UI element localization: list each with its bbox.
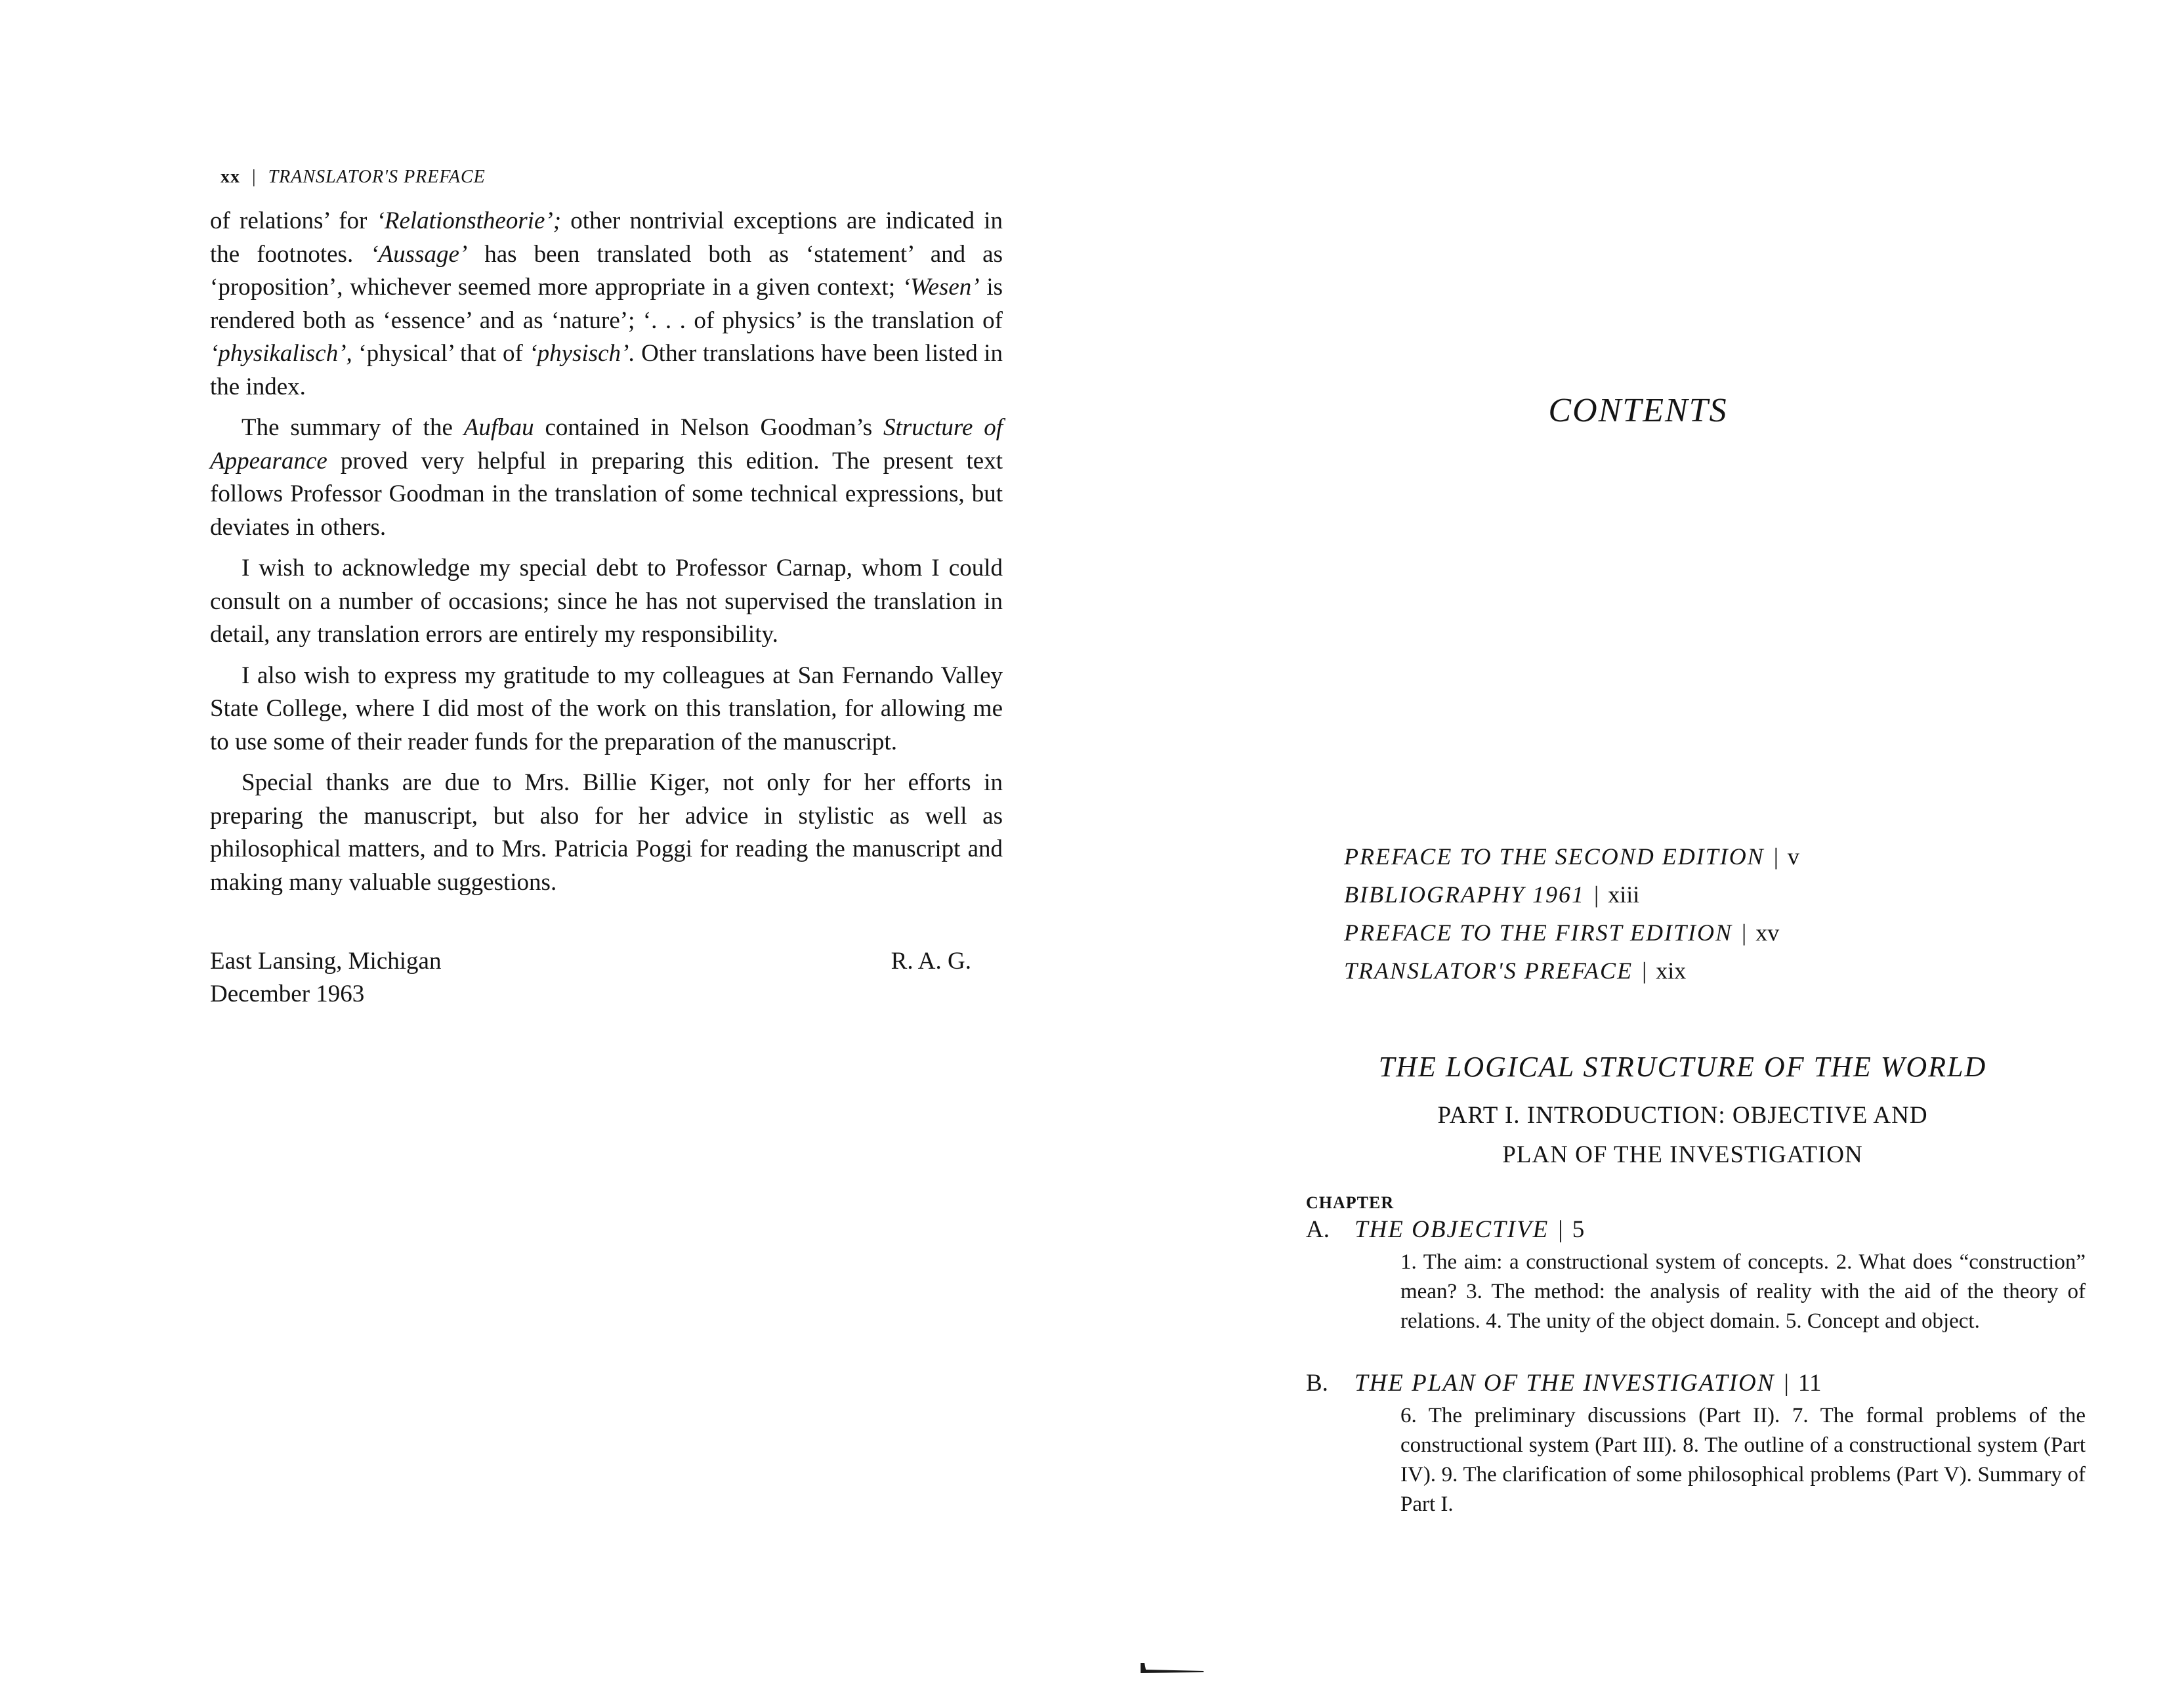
- front-matter-page: xv: [1755, 919, 1780, 946]
- chapter-description: 6. The preliminary discussions (Part II). 7. The formal problems of the constructional system (Part III). 8. The outline of a constructional system (Part IV). 9. The clarification of some philosophical problems (Part V). Summary of Part I.: [1400, 1404, 2086, 1516]
- chapter-letter: A.: [1306, 1216, 1330, 1243]
- gutter-scan-mark: [1139, 1663, 1205, 1674]
- chapter-letter: B.: [1306, 1370, 1328, 1397]
- part-title: [1092, 1096, 2184, 1175]
- front-matter-list: [1344, 837, 1799, 990]
- text-run: other nontrivial exceptions are indicated in the footnotes.: [210, 207, 1003, 268]
- chapter-title: THE OBJECTIVE: [1354, 1216, 1549, 1243]
- text-run: has been translated both as ‘statement’ and as ‘proposition’, whichever seemed more appropriate in a given context;: [210, 240, 1003, 301]
- front-matter-page: xix: [1656, 958, 1687, 984]
- chapter-entry-b: [1306, 1369, 2093, 1519]
- italic-term: ‘Relationstheorie’;: [376, 207, 562, 234]
- front-matter-title: PREFACE TO THE FIRST EDITION: [1344, 919, 1733, 946]
- separator: |: [1784, 1370, 1789, 1397]
- separator: |: [1593, 881, 1599, 908]
- preface-paragraph: [210, 411, 1003, 544]
- separator: |: [1558, 1216, 1563, 1243]
- chapter-entry-a: [1306, 1215, 2093, 1336]
- chapter-heading: [1306, 1369, 2093, 1397]
- italic-term: ‘physisch’.: [529, 340, 635, 367]
- chapter-label: CHAPTER: [1306, 1193, 1395, 1212]
- text-run: is rendered both as ‘essence’ and as ‘nature’; ‘. . . of physics’ is the translation of: [210, 274, 1003, 334]
- preface-paragraph: [210, 205, 1003, 404]
- separator: |: [1642, 958, 1647, 984]
- chapter-description: 1. The aim: a constructional system of concepts. 2. What does “construction” mean? 3. The method: the analysis of reality with the aid of the theory of relations. 4. The unity of the object domain. 5. Concept and object.: [1400, 1250, 2086, 1333]
- italic-term: ‘Aussage’: [370, 240, 468, 268]
- running-head-title: TRANSLATOR'S PREFACE: [268, 167, 486, 187]
- front-matter-title: TRANSLATOR'S PREFACE: [1344, 958, 1633, 984]
- front-matter-item: [1344, 914, 1799, 952]
- front-matter-title: PREFACE TO THE SECOND EDITION: [1344, 843, 1765, 870]
- front-matter-title: BIBLIOGRAPHY 1961: [1344, 881, 1585, 908]
- text-run: proved very helpful in preparing this edition. The present text follows Professor Goodman in the translation of some technical expressions, but deviates in others.: [210, 447, 1003, 541]
- page-number: xx: [220, 167, 240, 187]
- italic-term: ‘physikalisch’,: [210, 340, 352, 367]
- chapter-page: 11: [1797, 1370, 1822, 1397]
- book-title: THE LOGICAL STRUCTURE OF THE WORLD: [1378, 1051, 1987, 1083]
- preface-paragraph: [210, 552, 1003, 652]
- contents-title: CONTENTS: [1548, 392, 1728, 429]
- text-run: ‘physical’ that of: [352, 340, 530, 367]
- text-run: I wish to acknowledge my special debt to Professor Carnap, whom I could consult on a number of occasions; since he has not supervised the translation in detail, any translation errors are entirely my responsibility.: [210, 555, 1003, 648]
- text-run: contained in Nelson Goodman’s: [534, 414, 884, 441]
- italic-term: Aufbau: [463, 414, 534, 441]
- text-run: Other translations have been listed in the index.: [210, 340, 1003, 400]
- right-page: [1092, 0, 2184, 1688]
- separator: |: [1742, 919, 1747, 946]
- chapter-heading: [1306, 1215, 2093, 1244]
- chapter-page: 5: [1572, 1216, 1585, 1243]
- chapter-title: THE PLAN OF THE INVESTIGATION: [1354, 1370, 1775, 1397]
- signoff-date: December 1963: [210, 981, 365, 1007]
- text-run: of relations’ for: [210, 207, 377, 234]
- italic-term: Structure of Appearance: [210, 414, 1003, 475]
- signoff: [210, 945, 971, 1011]
- preface-paragraph: [210, 767, 1003, 899]
- signoff-initials: R. A. G.: [891, 948, 971, 975]
- front-matter-page: xiii: [1608, 881, 1640, 908]
- front-matter-item: [1344, 876, 1799, 914]
- separator: |: [252, 167, 257, 187]
- italic-term: ‘Wesen’: [902, 274, 980, 301]
- text-run: I also wish to express my gratitude to my colleagues at San Fernando Valley State College, where I did most of the work on this translation, for allowing me to use some of their reader funds for the preparation of the manuscript.: [210, 662, 1003, 755]
- preface-paragraph: [210, 660, 1003, 759]
- part-title-line: PART I. INTRODUCTION: OBJECTIVE AND: [1437, 1102, 1928, 1129]
- signoff-place: East Lansing, Michigan: [210, 948, 442, 975]
- part-title-line: PLAN OF THE INVESTIGATION: [1502, 1141, 1863, 1168]
- text-run: The summary of the: [242, 414, 464, 441]
- preface-body-text: [210, 205, 1003, 907]
- running-head: [220, 167, 486, 188]
- front-matter-item: [1344, 952, 1799, 990]
- front-matter-item: [1344, 837, 1799, 876]
- front-matter-page: v: [1787, 843, 1799, 870]
- text-run: Special thanks are due to Mrs. Billie Kiger, not only for her efforts in preparing the manuscript, but also for her advice in stylistic as well as philosophical matters, and to Mrs. Patricia Poggi for reading the manuscript and making many valuable suggestions.: [210, 769, 1003, 896]
- separator: |: [1773, 843, 1778, 870]
